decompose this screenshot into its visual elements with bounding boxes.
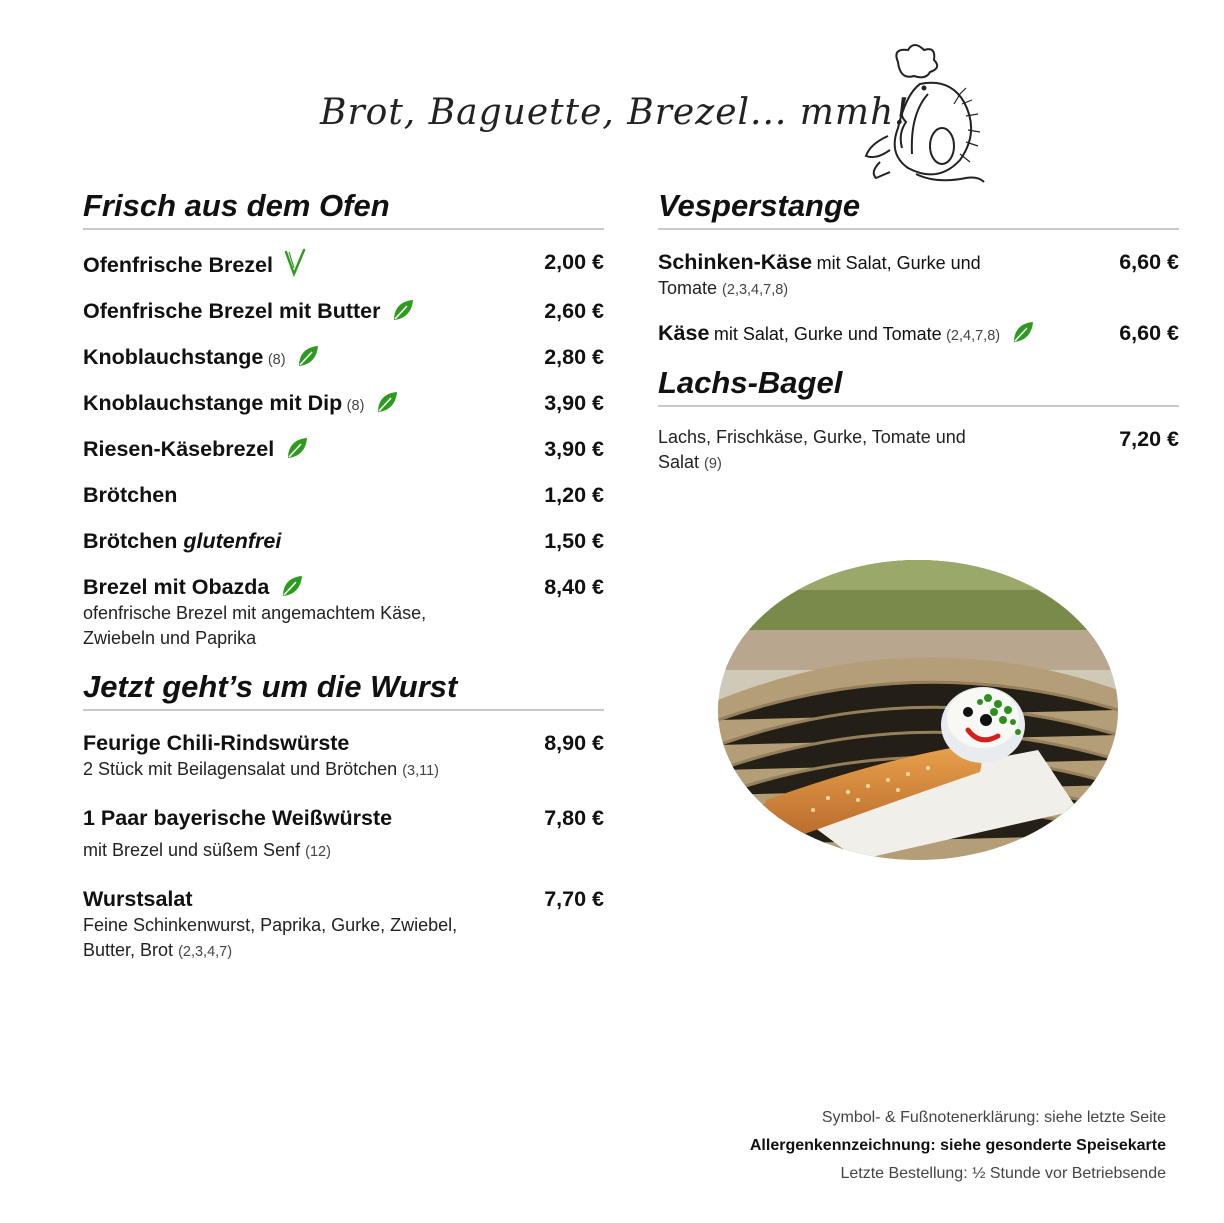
left-column bbox=[83, 186, 604, 965]
item-name: Knoblauchstange mit Dip bbox=[83, 391, 343, 415]
item-description: 2 Stück mit Beilagensalat und Brötchen bbox=[83, 759, 398, 779]
item-price: 3,90 € bbox=[544, 391, 604, 415]
leaf-icon bbox=[391, 298, 415, 322]
page-title: Brot, Baguette, Brezel... mmh! bbox=[320, 92, 910, 133]
item-footnote: (2,4,7,8) bbox=[946, 328, 1001, 344]
menu-item bbox=[83, 885, 604, 965]
menu-item bbox=[83, 297, 604, 325]
baguette-photo bbox=[718, 560, 1118, 860]
item-description: mit Salat, Gurke und Tomate bbox=[713, 324, 942, 344]
menu-item bbox=[83, 527, 604, 555]
item-price: 6,60 € bbox=[1119, 250, 1179, 274]
item-name: Knoblauchstange bbox=[83, 345, 264, 369]
item-name: Schinken-Käse bbox=[658, 250, 813, 274]
item-footnote: (2,3,4,7) bbox=[178, 944, 233, 960]
item-description: Feine Schinkenwurst, Paprika, Gurke, Zwiebel, bbox=[83, 915, 458, 935]
leaf-icon bbox=[285, 436, 309, 460]
item-price: 2,00 € bbox=[544, 250, 604, 274]
leaf-icon bbox=[1011, 320, 1035, 344]
item-description: Lachs, Frischkäse, Gurke, Tomate und bbox=[658, 427, 966, 447]
menu-item bbox=[83, 573, 604, 651]
item-description: Zwiebeln und Paprika bbox=[83, 628, 257, 648]
item-name: Ofenfrische Brezel mit Butter bbox=[83, 299, 381, 323]
menu-item bbox=[83, 435, 604, 463]
item-footnote: (12) bbox=[305, 844, 331, 860]
footer-line-allergens: Allergenkennzeichnung: siehe gesonderte Speisekarte bbox=[749, 1137, 1166, 1154]
right-column bbox=[658, 186, 1179, 477]
mascot-illustration bbox=[858, 44, 988, 192]
item-price: 8,40 € bbox=[544, 575, 604, 599]
menu-item bbox=[83, 389, 604, 417]
item-price: 1,20 € bbox=[544, 483, 604, 507]
menu-item bbox=[658, 248, 1179, 303]
item-description: Tomate bbox=[658, 278, 718, 298]
leaf-icon bbox=[375, 390, 399, 414]
item-name: Ofenfrische Brezel bbox=[83, 253, 273, 277]
item-description: mit Salat, Gurke und bbox=[816, 253, 981, 273]
section-title-lachs-bagel: Lachs-Bagel bbox=[658, 363, 1179, 407]
item-name: Riesen-Käsebrezel bbox=[83, 437, 275, 461]
menu-item bbox=[83, 804, 604, 865]
item-description: Salat bbox=[658, 452, 700, 472]
menu-item bbox=[83, 481, 604, 509]
menu-item bbox=[658, 319, 1179, 347]
item-price: 8,90 € bbox=[544, 731, 604, 755]
vegan-v-icon bbox=[283, 248, 307, 278]
item-footnote: (8) bbox=[267, 352, 286, 368]
item-price: 6,60 € bbox=[1119, 321, 1179, 345]
section-title-frisch: Frisch aus dem Ofen bbox=[83, 186, 604, 230]
item-name: Brötchen bbox=[83, 529, 178, 553]
item-description: Butter, Brot bbox=[83, 940, 174, 960]
item-price: 2,60 € bbox=[544, 299, 604, 323]
section-title-vesperstange: Vesperstange bbox=[658, 186, 1179, 230]
item-footnote: (8) bbox=[346, 398, 365, 414]
item-name-italic: glutenfrei bbox=[183, 529, 282, 553]
menu-item bbox=[83, 343, 604, 371]
footer-notes bbox=[750, 1104, 1166, 1188]
menu-item bbox=[658, 425, 1179, 477]
section-title-wurst: Jetzt geht’s um die Wurst bbox=[83, 667, 604, 711]
item-footnote: (3,11) bbox=[402, 763, 440, 779]
item-footnote: (9) bbox=[704, 456, 722, 472]
item-price: 1,50 € bbox=[544, 529, 604, 553]
item-name: Feurige Chili-Rindswürste bbox=[83, 731, 350, 755]
item-name: Käse bbox=[658, 321, 710, 345]
item-footnote: (2,3,4,7,8) bbox=[722, 282, 789, 298]
leaf-icon bbox=[280, 574, 304, 598]
item-price: 2,80 € bbox=[544, 345, 604, 369]
item-name: Wurstsalat bbox=[83, 887, 193, 911]
leaf-icon bbox=[296, 344, 320, 368]
item-description: ofenfrische Brezel mit angemachtem Käse, bbox=[83, 603, 427, 623]
item-name: 1 Paar bayerische Weißwürste bbox=[83, 806, 393, 830]
item-price: 3,90 € bbox=[544, 437, 604, 461]
menu-item bbox=[83, 729, 604, 784]
item-description: mit Brezel und süßem Senf bbox=[83, 840, 301, 860]
item-price: 7,80 € bbox=[544, 806, 604, 830]
footer-line-last-order: Letzte Bestellung: ½ Stunde vor Betriebsende bbox=[840, 1165, 1166, 1182]
footer-line-symbols: Symbol- & Fußnotenerklärung: siehe letzte Seite bbox=[821, 1109, 1166, 1126]
item-name: Brezel mit Obazda bbox=[83, 575, 270, 599]
item-price: 7,20 € bbox=[1119, 427, 1179, 451]
item-name: Brötchen bbox=[83, 483, 178, 507]
menu-item bbox=[83, 248, 604, 279]
item-price: 7,70 € bbox=[544, 887, 604, 911]
